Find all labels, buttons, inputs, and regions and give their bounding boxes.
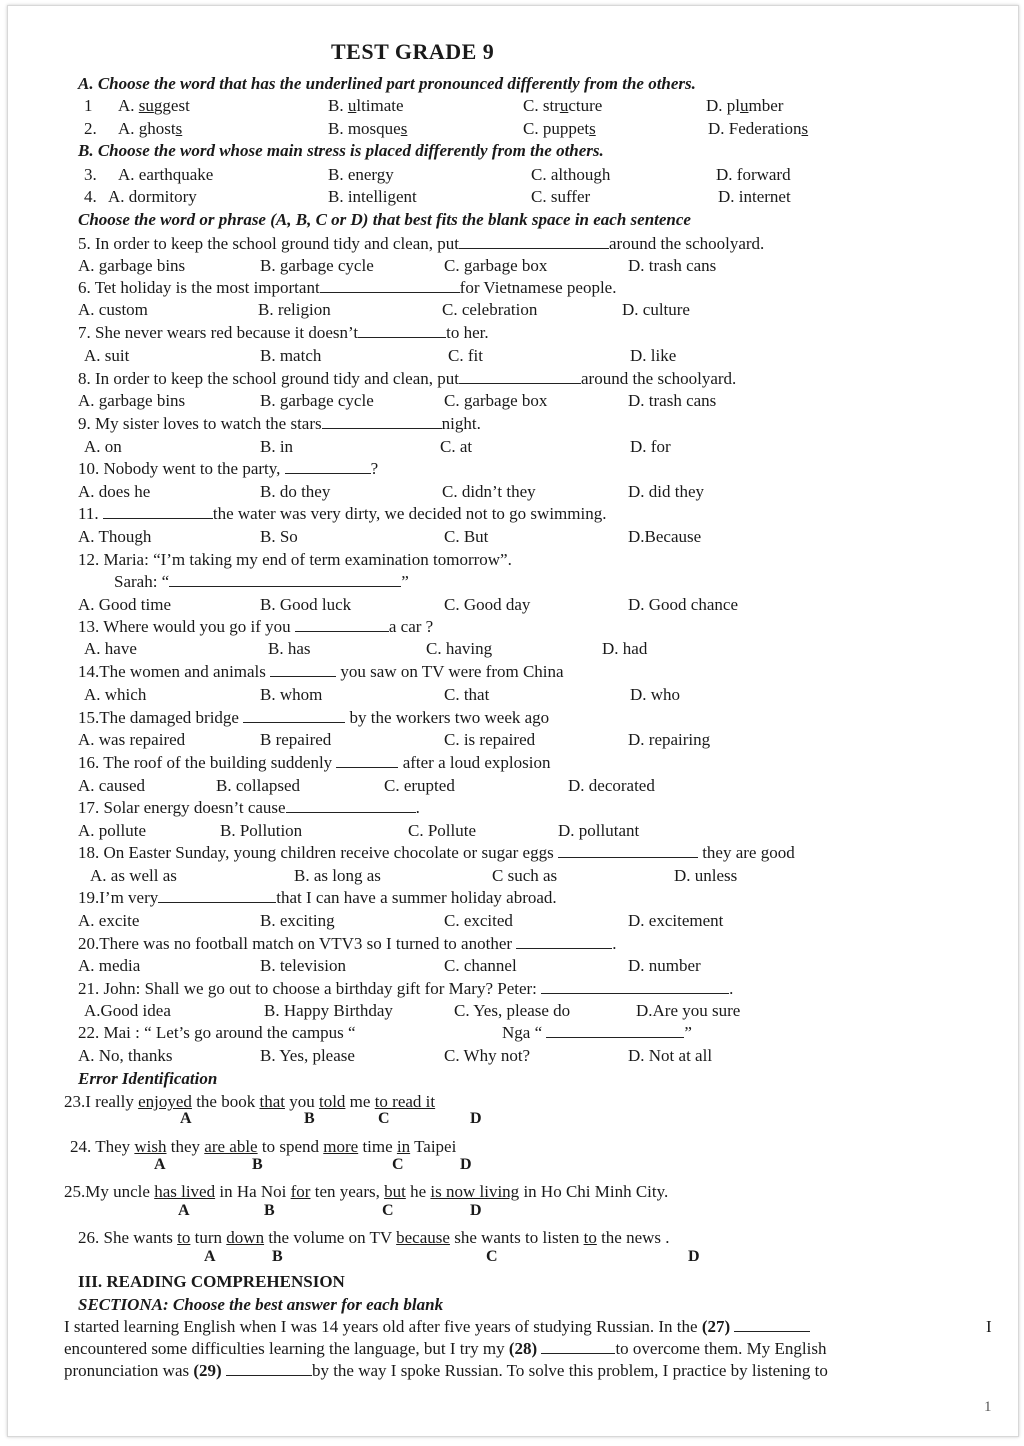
- q14-option-b: B. whom: [260, 685, 323, 704]
- q2-option-c: C. puppets: [523, 119, 596, 138]
- q1-option-a: A. suggest: [118, 96, 190, 115]
- q25-label-b: B: [264, 1202, 275, 1219]
- q18-option-d: D. unless: [674, 866, 738, 885]
- q8-stem: 8. In order to keep the school ground tidy and clean, put around the schoolyard.: [78, 369, 737, 388]
- q6-option-c: C. celebration: [442, 300, 538, 319]
- q19-option-b: B. exciting: [260, 911, 335, 930]
- q9-option-d: D. for: [630, 437, 671, 456]
- q7-option-b: B. match: [260, 346, 322, 365]
- q25-sentence: 25.My uncle has lived in Ha Noi for ten years, but he is now living in Ho Chi Minh City.: [64, 1182, 669, 1201]
- q8-option-a: A. garbage bins: [78, 391, 186, 410]
- q23-label-d: D: [470, 1110, 482, 1127]
- q3-option-d: D. forward: [716, 165, 791, 184]
- q1-option-d: D. plumber: [706, 96, 784, 115]
- q1-number: 1: [84, 96, 93, 115]
- q19-option-a: A. excite: [78, 911, 140, 930]
- q8-option-b: B. garbage cycle: [260, 391, 374, 410]
- reading-line-3: pronunciation was (29) by the way I spoke Russian. To solve this problem, I practice by listening to: [64, 1361, 828, 1380]
- q6-option-a: A. custom: [78, 300, 148, 319]
- q22-option-d: D. Not at all: [628, 1046, 713, 1065]
- q10-option-d: D. did they: [628, 482, 705, 501]
- q4-option-b: B. intelligent: [328, 187, 417, 206]
- reading-heading: III. READING COMPREHENSION: [78, 1272, 345, 1291]
- q23-sentence: 23.I really enjoyed the book that you told me to read it: [64, 1092, 436, 1111]
- q10-stem: 10. Nobody went to the party, ?: [78, 459, 379, 478]
- q9-stem: 9. My sister loves to watch the stars night.: [78, 414, 481, 433]
- q12-stem: 12. Maria: “I’m taking my end of term examination tomorrow”.: [78, 550, 512, 569]
- q11-stem: 11. the water was very dirty, we decided not to go swimming.: [78, 504, 607, 523]
- q21-stem: 21. John: Shall we go out to choose a birthday gift for Mary? Peter: .: [78, 979, 734, 998]
- q3-option-a: A. earthquake: [118, 165, 214, 184]
- q9-option-c: C. at: [440, 437, 473, 456]
- q25-label-d: D: [470, 1202, 482, 1219]
- q12-option-c: C. Good day: [444, 595, 531, 614]
- worksheet-page: [7, 5, 1019, 1437]
- q16-option-b: B. collapsed: [216, 776, 301, 795]
- q15-option-c: C. is repaired: [444, 730, 536, 749]
- q19-option-d: D. excitement: [628, 911, 724, 930]
- q20-option-b: B. television: [260, 956, 346, 975]
- q11-option-c: C. But: [444, 527, 489, 546]
- q15-option-d: D. repairing: [628, 730, 711, 749]
- q20-option-c: C. channel: [444, 956, 517, 975]
- q2-option-d: D. Federations: [708, 119, 809, 138]
- q9-option-a: A. on: [84, 437, 122, 456]
- q15-stem: 15.The damaged bridge by the workers two week ago: [78, 708, 550, 727]
- q24-label-d: D: [460, 1156, 472, 1173]
- section-b-heading: B. Choose the word whose main stress is placed differently from the others.: [78, 141, 604, 160]
- q20-option-d: D. number: [628, 956, 701, 975]
- q12-option-a: A. Good time: [78, 595, 172, 614]
- q22-option-a: A. No, thanks: [78, 1046, 173, 1065]
- q4-option-a: A. dormitory: [108, 187, 197, 206]
- q3-option-b: B. energy: [328, 165, 394, 184]
- section-c-heading: Choose the word or phrase (A, B, C or D) that best fits the blank space in each sentence: [78, 210, 691, 229]
- q13-stem: 13. Where would you go if you a car ?: [78, 617, 434, 636]
- reading-line-1-end: I: [986, 1317, 992, 1336]
- q26-label-d: D: [688, 1248, 700, 1265]
- q26-label-c: C: [486, 1248, 498, 1265]
- q7-option-a: A. suit: [84, 346, 130, 365]
- q18-option-c: C such as: [492, 866, 558, 885]
- q3-number: 3.: [84, 165, 97, 184]
- q25-label-a: A: [178, 1202, 190, 1219]
- q13-option-d: D. had: [602, 639, 648, 658]
- reading-subheading: SECTIONA: Choose the best answer for each blank: [78, 1295, 444, 1314]
- q6-option-d: D. culture: [622, 300, 690, 319]
- q10-option-c: C. didn’t they: [442, 482, 536, 501]
- page-title: TEST GRADE 9: [331, 39, 495, 64]
- q8-option-c: C. garbage box: [444, 391, 548, 410]
- q19-option-c: C. excited: [444, 911, 513, 930]
- q22-option-c: C. Why not?: [444, 1046, 531, 1065]
- q23-label-b: B: [304, 1110, 315, 1127]
- q19-stem: 19.I’m very that I can have a summer holiday abroad.: [78, 888, 557, 907]
- reading-line-2: encountered some difficulties learning the language, but I try my (28) to overcome them. My English: [64, 1339, 827, 1358]
- q4-option-c: C. suffer: [531, 187, 591, 206]
- q18-option-a: A. as well as: [90, 866, 177, 885]
- q24-label-a: A: [154, 1156, 166, 1173]
- section-a-heading: A. Choose the word that has the underlined part pronounced differently from the others.: [78, 74, 696, 93]
- q18-option-b: B. as long as: [294, 866, 381, 885]
- q9-option-b: B. in: [260, 437, 294, 456]
- q13-option-c: C. having: [426, 639, 493, 658]
- q4-number: 4.: [84, 187, 97, 206]
- q14-option-c: C. that: [444, 685, 490, 704]
- q15-option-a: A. was repaired: [78, 730, 186, 749]
- q15-option-b: B repaired: [260, 730, 332, 749]
- q17-stem: 17. Solar energy doesn’t cause .: [78, 798, 420, 817]
- reading-line-1: I started learning English when I was 14 years old after five years of studying Russian. In the (27): [64, 1317, 810, 1337]
- q17-option-a: A. pollute: [78, 821, 146, 840]
- q25-label-c: C: [382, 1202, 394, 1219]
- q16-option-c: C. erupted: [384, 776, 455, 795]
- q11-option-d: D.Because: [628, 527, 702, 546]
- q24-label-b: B: [252, 1156, 263, 1173]
- q5-option-a: A. garbage bins: [78, 256, 186, 275]
- q2-option-a: A. ghosts: [118, 119, 183, 138]
- q3-option-c: C. although: [531, 165, 611, 184]
- q17-option-d: D. pollutant: [558, 821, 640, 840]
- q12-option-b: B. Good luck: [260, 595, 352, 614]
- q26-label-b: B: [272, 1248, 283, 1265]
- q1-option-c: C. structure: [523, 96, 603, 115]
- q14-stem: 14.The women and animals you saw on TV were from China: [78, 662, 564, 681]
- q16-stem: 16. The roof of the building suddenly after a loud explosion: [78, 753, 551, 772]
- q21-option-c: C. Yes, please do: [454, 1001, 571, 1020]
- q23-label-c: C: [378, 1110, 390, 1127]
- q6-option-b: B. religion: [258, 300, 331, 319]
- q5-option-d: D. trash cans: [628, 256, 717, 275]
- q21-option-b: B. Happy Birthday: [264, 1001, 393, 1020]
- q26-sentence: 26. She wants to turn down the volume on TV because she wants to listen to the news .: [78, 1228, 670, 1247]
- q22-option-b: B. Yes, please: [260, 1046, 355, 1065]
- q5-stem: 5. In order to keep the school ground tidy and clean, put around the schoolyard.: [78, 234, 765, 253]
- q4-option-d: D. internet: [718, 187, 791, 206]
- q24-sentence: 24. They wish they are able to spend more time in Taipei: [70, 1137, 457, 1156]
- q12-option-d: D. Good chance: [628, 595, 738, 614]
- q2-number: 2.: [84, 119, 97, 138]
- q17-option-b: B. Pollution: [220, 821, 303, 840]
- q21-option-a: A.Good idea: [84, 1001, 171, 1020]
- q16-option-a: A. caused: [78, 776, 146, 795]
- error-identification-heading: Error Identification: [78, 1069, 218, 1088]
- q11-option-a: A. Though: [78, 527, 152, 546]
- q6-stem: 6. Tet holiday is the most important for Vietnamese people.: [78, 278, 617, 297]
- q21-option-d: D.Are you sure: [636, 1001, 741, 1020]
- q18-stem: 18. On Easter Sunday, young children receive chocolate or sugar eggs they are good: [78, 843, 795, 862]
- q12-stem-sarah: Sarah: “ ”: [114, 572, 409, 591]
- page-number: 1: [984, 1399, 992, 1415]
- q7-stem: 7. She never wears red because it doesn’t to her.: [78, 323, 489, 342]
- q1-option-b: B. ultimate: [328, 96, 404, 115]
- q10-option-b: B. do they: [260, 482, 331, 501]
- q10-option-a: A. does he: [78, 482, 151, 501]
- q13-option-b: B. has: [268, 639, 311, 658]
- q17-option-c: C. Pollute: [408, 821, 477, 840]
- q5-option-b: B. garbage cycle: [260, 256, 374, 275]
- q24-label-c: C: [392, 1156, 404, 1173]
- q11-option-b: B. So: [260, 527, 298, 546]
- q8-option-d: D. trash cans: [628, 391, 717, 410]
- q23-label-a: A: [180, 1110, 192, 1127]
- q22-stem: 22. Mai : “ Let’s go around the campus “: [78, 1023, 356, 1042]
- q14-option-a: A. which: [84, 685, 147, 704]
- q7-option-d: D. like: [630, 346, 677, 365]
- q22-stem-nga: Nga “ ”: [502, 1023, 692, 1042]
- q7-option-c: C. fit: [448, 346, 483, 365]
- q20-stem: 20.There was no football match on VTV3 so I turned to another .: [78, 934, 617, 953]
- q2-option-b: B. mosques: [328, 119, 408, 138]
- q14-option-d: D. who: [630, 685, 681, 704]
- q20-option-a: A. media: [78, 956, 141, 975]
- q13-option-a: A. have: [84, 639, 137, 658]
- q5-option-c: C. garbage box: [444, 256, 548, 275]
- q26-label-a: A: [204, 1248, 216, 1265]
- q16-option-d: D. decorated: [568, 776, 655, 795]
